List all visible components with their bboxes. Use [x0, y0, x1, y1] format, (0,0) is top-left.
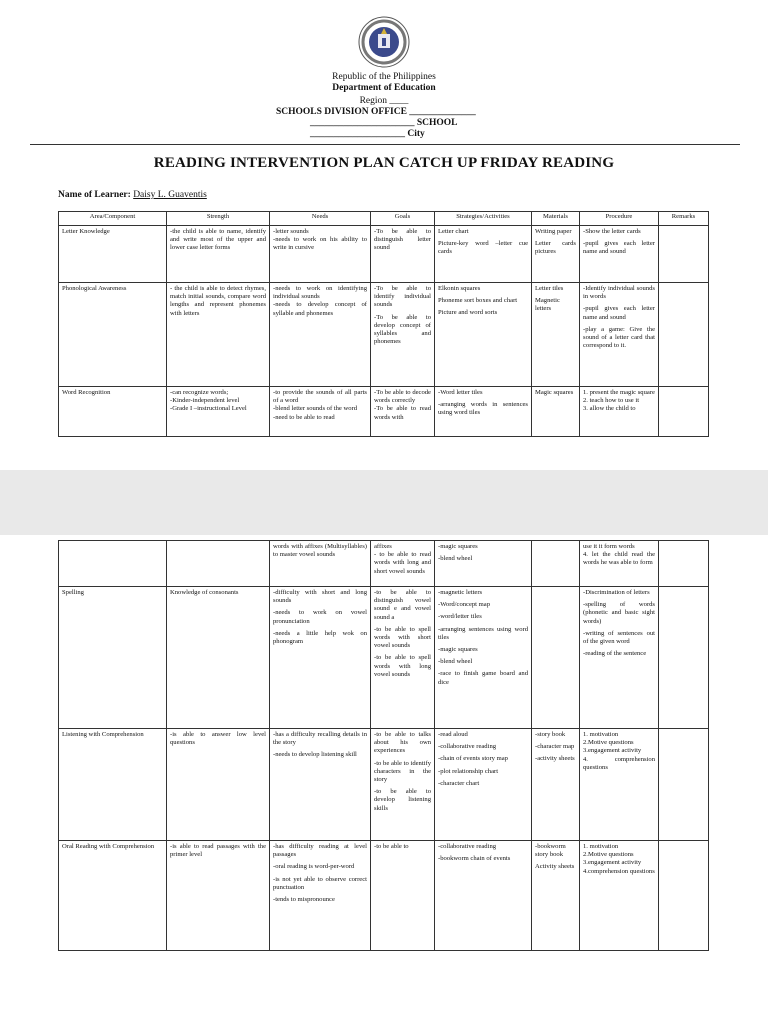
strategies-text: -blend wheel [438, 555, 473, 563]
goals-text: -To be able to develop concept of syllables and phonemes [374, 313, 431, 346]
goals-cell [371, 587, 435, 729]
city-line: ____________________ City [310, 129, 425, 139]
needs-text: -needs to work on vowel pronunciation [273, 609, 367, 625]
deped-seal-icon [358, 16, 410, 68]
materials-cell [532, 841, 580, 951]
strategies-text: -read aloud [438, 731, 468, 738]
column-header: Goals [371, 212, 435, 226]
table-row [59, 226, 709, 283]
needs-cell [270, 387, 371, 437]
strategies-text: Elkonin squares [438, 285, 481, 292]
strategies-cell [435, 587, 532, 729]
goals-cell [371, 841, 435, 951]
table-row [59, 729, 709, 841]
materials-cell [532, 226, 580, 283]
materials-text: Magic squares [535, 389, 574, 396]
strategies-cell [435, 226, 532, 283]
procedure-cell [580, 587, 659, 729]
area-text: Spelling [62, 589, 84, 596]
goals-cell [371, 729, 435, 841]
strategies-text: -chain of events story map [438, 755, 508, 763]
materials-text: Magnetic letters [535, 297, 560, 313]
materials-text: Writing paper [535, 228, 572, 235]
area-text: Word Recognition [62, 389, 111, 396]
strategies-text: -collaborative reading [438, 843, 497, 850]
remarks-cell [659, 541, 709, 587]
remarks-cell [659, 729, 709, 841]
plan-table-page-one [58, 211, 709, 437]
procedure-text: -spelling of words (phonetic and basic sight words) [583, 601, 655, 625]
learner-label: Name of Learner [58, 190, 128, 200]
goals-text: -to be able to identify characters in the story [374, 759, 431, 784]
strength-text: - the child is able to detect rhymes, match initial sounds, compare word lengths and represent phonemes with letters [170, 285, 266, 317]
needs-text: -has a difficulty recalling details in the story [273, 731, 367, 747]
needs-text: -oral reading is word-per-word [273, 863, 355, 871]
needs-text: -needs a little help wok on phonogram [273, 629, 367, 646]
strength-cell [167, 729, 270, 841]
procedure-cell [580, 283, 659, 387]
strategies-text: -arranging words in sentences using word tiles [438, 401, 528, 417]
materials-cell [532, 541, 580, 587]
needs-text: -tends to mispronounce [273, 896, 335, 904]
area-text: Oral Reading with Comprehension [62, 843, 155, 850]
strategies-text: -arranging sentences using word tiles [438, 625, 528, 641]
goals-text: -To be able to identify individual sounds [374, 285, 431, 309]
column-header: Needs [270, 212, 371, 226]
procedure-text: 1. motivation 2.Motive questions 3.engagement activity 4. comprehension questions [583, 731, 655, 771]
strategies-text: -word/letter tiles [438, 613, 482, 621]
goals-text: -To be able to decode words correctly -To be able to read words with [374, 389, 431, 421]
procedure-cell [580, 541, 659, 587]
procedure-text: -pupil gives each letter name and sound [583, 305, 655, 321]
strength-cell [167, 226, 270, 283]
table-row [59, 283, 709, 387]
strength-cell [167, 587, 270, 729]
column-header: Area/Component [59, 212, 167, 226]
school-line: ______________________ SCHOOL [310, 118, 458, 128]
learner-value: Daisy L. Guaventis [133, 190, 207, 200]
strategies-text: -bookworm chain of events [438, 855, 511, 863]
strategies-text: -race to finish game board and dice [438, 670, 528, 686]
strategies-text: -magnetic letters [438, 589, 483, 596]
area-cell [59, 283, 167, 387]
materials-text: -character map [535, 743, 575, 751]
procedure-text: 1. present the magic square 2. teach how to use it 3. allow the child to [583, 389, 655, 413]
strength-text: -is able to answer low level questions [170, 731, 266, 747]
materials-text: -story book [535, 731, 566, 738]
remarks-cell [659, 283, 709, 387]
procedure-cell [580, 729, 659, 841]
plan-table-page-two [58, 540, 709, 951]
strategies-cell [435, 841, 532, 951]
division-line: SCHOOLS DIVISION OFFICE ______________ [276, 107, 476, 117]
needs-cell [270, 283, 371, 387]
remarks-cell [659, 387, 709, 437]
procedure-text: -reading of the sentence [583, 650, 647, 658]
table-row [59, 841, 709, 951]
column-header: Procedure [580, 212, 659, 226]
strategies-text: Picture-key word –letter cue cards [438, 240, 528, 256]
needs-text: -difficulty with short and long sounds [273, 589, 367, 605]
table-header-row [59, 212, 709, 226]
materials-text: Letter tiles [535, 285, 564, 292]
strategies-cell [435, 541, 532, 587]
column-header: Materials [532, 212, 580, 226]
goals-text: -to be able to spell words with short vowel sounds [374, 625, 431, 650]
area-cell [59, 841, 167, 951]
goals-cell [371, 541, 435, 587]
procedure-text: -Show the letter cards [583, 228, 641, 235]
goals-text: -To be able to distinguish letter sound [374, 228, 431, 252]
strategies-text: Phoneme sort boxes and chart [438, 297, 518, 305]
area-text: Letter Knowledge [62, 228, 110, 235]
procedure-text: 1. motivation 2.Motive questions 3.engagement activity 4.comprehension questions [583, 843, 655, 875]
needs-cell [270, 541, 371, 587]
remarks-cell [659, 226, 709, 283]
materials-cell [532, 283, 580, 387]
strategies-cell [435, 387, 532, 437]
needs-cell [270, 587, 371, 729]
strength-cell [167, 387, 270, 437]
area-cell [59, 541, 167, 587]
strength-cell [167, 283, 270, 387]
table-row [59, 587, 709, 729]
page-two [0, 535, 768, 1024]
strategies-text: -plot relationship chart [438, 767, 499, 775]
procedure-cell [580, 226, 659, 283]
republic-line: Republic of the Philippines [332, 72, 436, 82]
document-title: READING INTERVENTION PLAN CATCH UP FRIDAY READING [153, 155, 615, 171]
strength-text: Knowledge of consonants [170, 589, 239, 596]
area-cell [59, 387, 167, 437]
procedure-text: -pupil gives each letter name and sound [583, 240, 655, 256]
goals-text: -to be able to talks about his own experiences [374, 731, 431, 755]
goals-cell [371, 226, 435, 283]
materials-text: Activity sheets [535, 863, 575, 871]
goals-text: -to be able to spell words with long vowel sounds [374, 654, 431, 678]
table-row [59, 541, 709, 587]
materials-text: -bookworm story book [535, 843, 566, 859]
needs-text: -to provide the sounds of all parts of a word -blend letter sounds of the word -need to be able to read [273, 389, 367, 421]
strength-cell [167, 841, 270, 951]
strategies-text: -Word/concept map [438, 601, 491, 609]
procedure-text: use it it form words 4. let the child read the words he was able to form [583, 543, 655, 567]
strategies-text: -Word letter tiles [438, 389, 483, 396]
procedure-text: -Discrimination of letters [583, 589, 650, 596]
goals-text: -to be able to develop listening skills [374, 788, 431, 812]
strategies-text: Picture and word sorts [438, 309, 498, 317]
strategies-text: -magic squares [438, 646, 478, 654]
strength-text: -the child is able to name, identify and write most of the upper and lower case letter forms [170, 228, 266, 252]
goals-cell [371, 387, 435, 437]
needs-text: -letter sounds -needs to work on his ability to write in cursive [273, 228, 367, 252]
materials-cell [532, 387, 580, 437]
remarks-cell [659, 587, 709, 729]
remarks-cell [659, 841, 709, 951]
column-header: Strength [167, 212, 270, 226]
needs-text: -is not yet able to observe correct punctuation [273, 875, 367, 891]
learner-name: Name of Learner: Daisy L. Guaventis [58, 190, 207, 200]
needs-text: -has difficulty reading at level passages [273, 843, 367, 859]
needs-text: words with affixes (Multisyllables) to master vowel sounds [273, 543, 367, 559]
procedure-cell [580, 387, 659, 437]
goals-text: -to be able to distinguish vowel sound e and vowel sound a [374, 589, 431, 621]
page-one [0, 0, 768, 470]
area-cell [59, 587, 167, 729]
strength-cell [167, 541, 270, 587]
area-cell [59, 729, 167, 841]
needs-cell [270, 729, 371, 841]
strength-text: -can recognize words; -Kinder-independent level -Grade I –instructional Level [170, 389, 247, 413]
area-cell [59, 226, 167, 283]
region-line: Region ____ [359, 96, 409, 106]
column-header: Strategies/Activities [435, 212, 532, 226]
materials-cell [532, 587, 580, 729]
procedure-text: -Identify individual sounds in words [583, 285, 655, 301]
strength-text: -is able to read passages with the primer level [170, 843, 266, 859]
materials-cell [532, 729, 580, 841]
area-text: Phonological Awareness [62, 285, 127, 292]
area-text: Listening with Comprehension [62, 731, 144, 738]
strategies-text: -blend wheel [438, 658, 473, 666]
table-row [59, 387, 709, 437]
needs-cell [270, 841, 371, 951]
strategies-text: -character chart [438, 779, 480, 787]
header-rule [30, 144, 740, 145]
strategies-text: -magic squares [438, 543, 478, 550]
needs-cell [270, 226, 371, 283]
procedure-cell [580, 841, 659, 951]
procedure-text: -writing of sentences out of the given word [583, 629, 655, 646]
materials-text: Letter cards pictures [535, 240, 576, 256]
strategies-text: Letter chart [438, 228, 469, 235]
goals-cell [371, 283, 435, 387]
goals-text: -to be able to [374, 843, 409, 850]
materials-text: -activity sheets [535, 755, 575, 763]
strategies-text: -collaborative reading [438, 743, 497, 751]
goals-text: affixes - to be able to read words with long and short vowel sounds [374, 543, 431, 575]
column-header: Remarks [659, 212, 709, 226]
strategies-cell [435, 283, 532, 387]
procedure-text: -play a game: Give the sound of a letter card that correspond to it. [583, 325, 655, 350]
strategies-cell [435, 729, 532, 841]
department-line: Department of Education [332, 83, 436, 93]
needs-text: -needs to work on identifying individual sounds -needs to develop concept of syllable and phonemes [273, 285, 367, 317]
needs-text: -needs to develop listening skill [273, 751, 357, 759]
